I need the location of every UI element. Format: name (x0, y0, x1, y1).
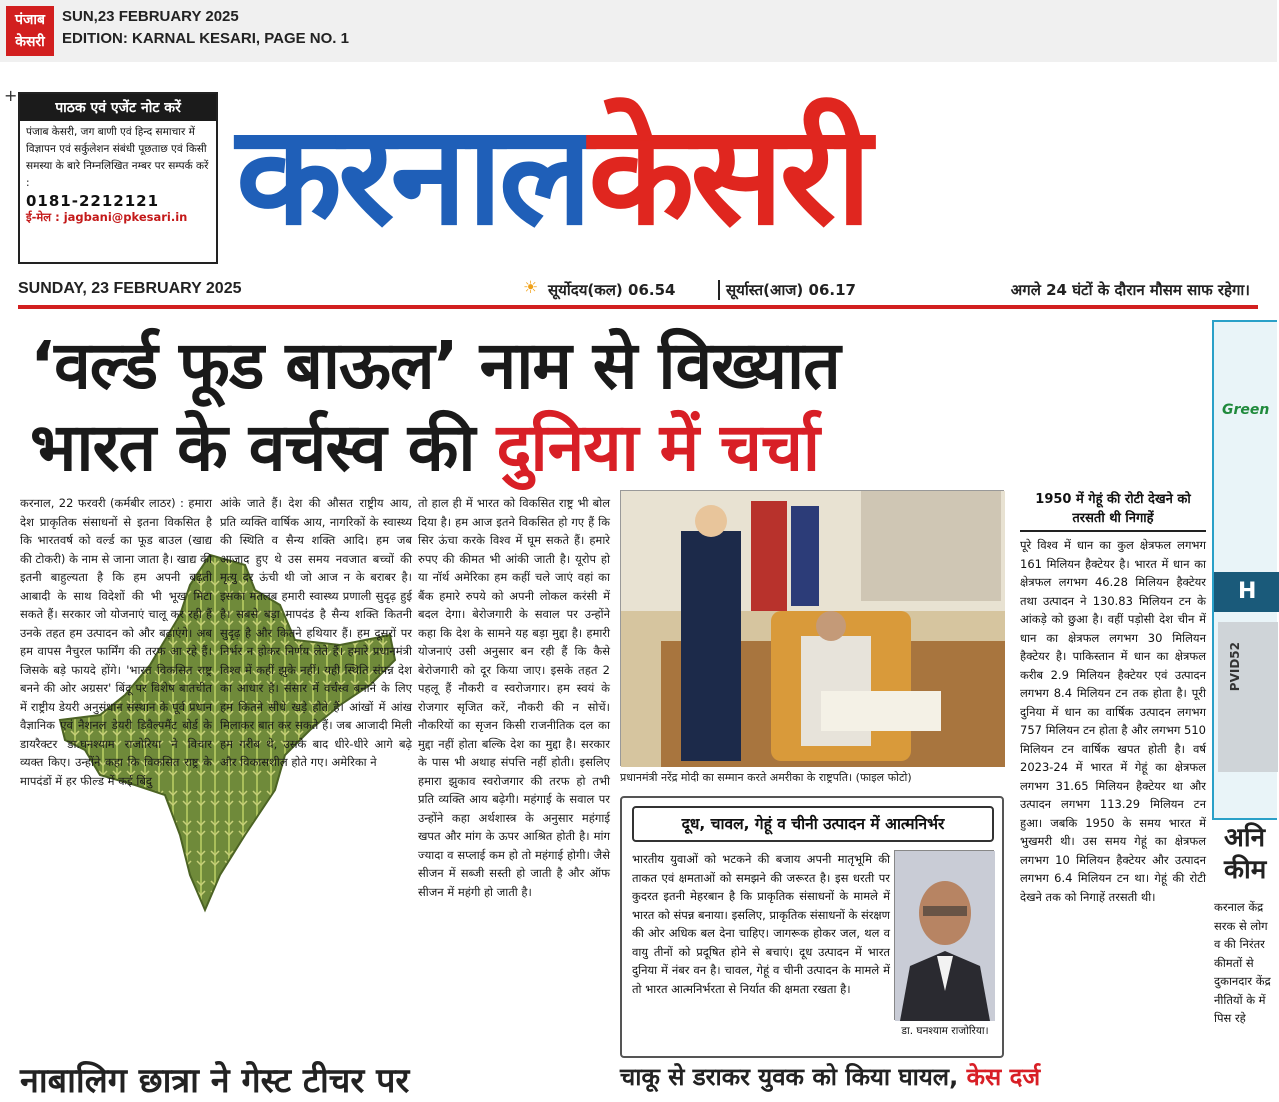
notice-email[interactable]: jagbani@pkesari.in (63, 210, 188, 224)
portrait-illustration (895, 851, 995, 1021)
bottom-right-red: केस दर्ज (966, 1063, 1041, 1091)
sidebox-heading: 1950 में गेहूं की रोटी देखने को तरसती थी निगाहें (1020, 490, 1206, 532)
side-heading-line-1: अनि (1224, 823, 1266, 853)
logo-line-2: केसरी (15, 34, 45, 50)
headline-line-1: ‘वर्ल्ड फूड बाऊल’ नाम से विख्यात (30, 327, 840, 404)
crop-mark-icon: + (4, 86, 18, 105)
side-story-heading (1224, 822, 1266, 886)
self-reliance-box (620, 796, 1004, 1058)
sunrise-time: सूर्योदय(कल) 06.54 (548, 281, 676, 299)
article-col1-text: करनाल, 22 फरवरी (कर्मबीर लाठर) : हमारा देश प्राकृतिक संसाधनों से इतना विकसित है कि भारतवर्ष को वर्ल्ड का फूड बाउल (खाद्य की टोकरी) के नाम से जाना जाता है। खाद्य की इतनी बाहुल्यता है कि हम अपनी बढ़ती आबादी के साथ विदेशों की भी भूख मिटा सकते हैं। सरकार जो योजनाएं चालू कर रही हैं उनके तहत हम उत्पादन को और बढ़ाएंगे। अब हम वापस नैचुरल फार्मिंग की तरफ आ रहे हैं। जिसके बड़े फायदे होंगे। 'भारत विकसित राष्ट्र बनने की ओर अग्रसर' बिंदू पर विशेष बातचीत में राष्ट्रीय डेयरी अनुसंधान संस्थान के पूर्व प्रधान वैज्ञानिक एवं नैशनल डेयरी डिवैल्पमैंट बोर्ड के डायरैक्टर डा.घनश्याम राजोरिया ने विचार व्यक्त किए। उन्होंने कहा कि विकसित राष्ट्र के मापदंडों में हर फील्ड में कई बिंदु (20, 496, 212, 788)
photo-caption: प्रधानमंत्री नरेंद्र मोदी का सम्मान करते अमरीका के राष्ट्रपति। (फाइल फोटो) (620, 771, 912, 784)
ad-machine-image (1218, 622, 1278, 772)
wheat-1950-box (1020, 490, 1206, 1050)
headline-line-2 (30, 400, 1210, 490)
weather-forecast: अगले 24 घंटों के दौरान मौसम साफ रहेगा। (1010, 281, 1250, 299)
article-col2-text: आंके जाते हैं। देश की औसत राष्ट्रीय आय, प्रति व्यक्ति वार्षिक आय, नागरिकों के स्वास्थ्य की स्थिति व सैन्य शक्ति आदि। हम जब आजाद हुए थे उस समय नवजात बच्चों की मृत्यु दर ऊंची थी जो आज न के बराबर है। इसका मतलब हमारी स्वास्थ्य प्रणाली सुदृढ़ हुई है। सबसे बड़ा मापदंड है सैन्य शक्ति कितनी सुदृढ़ है और कितने हथियार हैं। हम दूसरों पर निर्भर न होकर निर्णय लेते हैं। हमारे प्रधानमंत्री विश्व में कहीं झुके नहीं। यही स्थिति संपन्न देश का आधार है। संसार में वर्चस्व बनाने के लिए हम कितने सीधे खड़े होते हैं। आंखों में आंख मिलाकर बात कर सकते हैं। जब आजादी मिली हम गरीब थे, उसके बाद धीरे-धीरे आगे बढ़े और विकासशील होते गए। अमेरिका ने (220, 496, 412, 769)
masthead-part-1: करनाल (236, 95, 589, 256)
masthead-title (236, 90, 1276, 262)
article-column-1 (20, 494, 212, 1060)
ad-brand: Green (1222, 402, 1270, 418)
bottom-headline-right (620, 1060, 1040, 1093)
notice-email-line (20, 210, 216, 225)
headline-line-2-black: भारत के वर्चस्व की (30, 409, 475, 486)
notice-email-label: ई-मेल : (26, 210, 60, 224)
photo-illustration (621, 491, 1005, 767)
rajoria-portrait (894, 850, 994, 1020)
punjab-kesari-logo (6, 6, 54, 56)
sun-icon: ☀ (523, 278, 539, 298)
side-story-text: करनाल केंद्र सरक से लोग व की निरंतर कीमतों से दुकानदार केंद्र नीतियों के में पिस रहे (1214, 900, 1271, 1025)
modi-trump-photo (620, 490, 1004, 766)
notice-heading: पाठक एवं एजेंट नोट करें (20, 94, 216, 121)
substory-heading: दूध, चावल, गेहूं व चीनी उत्पादन में आत्मनिर्भर (632, 806, 994, 842)
article-col3-text: तो हाल ही में भारत को विकसित राष्ट्र भी बोल दिया है। हम आज इतने विकसित हो गए हैं कि सिर ऊंचा करके विश्व में घूम सकते हैं। हमारे रुपए की कीमत भी आंकी जाती है। यूरोप हो या नॉर्थ अमेरिका हम कहीं चले जाएं वहां का बैंक हमारे रुपये को अपनी लोकल करंसी में बदल देगा। बेरोजगारी के सवाल पर उन्होंने कहा कि देश के सामने यह बड़ा मुद्दा है। हमारी योजनाएं उसी अनुसार बन रही हैं कि कैसे बेरोजगारी को दूर किया जाए। इसके तहत 2 पहलू हैं नौकरी व स्वरोजगार। हम स्वयं के रोजगार सृजित करें, नौकरी की न सोचें। नौकरियों का सृजन किसी राजनीतिक दल का मुद्दा नहीं होता बल्कि देश का मुद्दा है। सरकार के पास भी अथाह संपत्ति नहीं होती। इसलिए हमारा झुकाव स्वरोजगार की तरफ हो तभी प्रति व्यक्ति आय बढ़ेगी। महंगाई के सवाल पर उन्होंने कहा अर्थशास्त्र के अनुसार महंगाई खपत और मांग के ऊपर आश्रित होती है। मांग ज्यादा व सप्लाई कम हो तो महंगाई होगी। जैसे सीजन में सब्जी सस्ती हो जाती है और ऑफ सीजन में महंगी हो जाती है। (418, 496, 610, 899)
sidebox-body: पूरे विश्व में धान का कुल क्षेत्रफल लगभग 161 मिलियन हैक्टेयर है। भारत में धान का क्षेत्रफल लगभग 46.28 मिलियन हैक्टेयर तथा उत्पादन ने 130.83 मिलियन टन के आंकड़े को छुआ है। वहीं पड़ोसी देश चीन में धान का क्षेत्रफल लगभग 30 मिलियन हैक्टेयर है। पाकिस्तान में धान का क्षेत्रफल करीब 2.9 मिलियन हैक्टेयर एवं उत्पादन लगभग 8.4 मिलियन टन तक होता है। पूरी दुनिया में धान का वार्षिक उत्पादन लगभग 757 मिलियन टन होता है और लगभग 510 मिलियन टन वार्षिक खपत होती है। वर्ष 2023-24 में भारत में गेहूं का क्षेत्रफल लगभग 31.65 मिलियन हैक्टेयर था और उत्पादन लगभग 113.29 मिलियन टन हुआ। जबकि 1950 के समय भारत में भुखमरी थी। उस समय गेहूं का क्षेत्रफल लगभग 10 मिलियन हैक्टेयर और उत्पादन लगभग 6.4 मिलियन टन था। गेहूं की रोटी देखने तक को निगाहें तरसती थी। (1020, 538, 1206, 904)
masthead-date: SUNDAY, 23 FEBRUARY 2025 (18, 280, 242, 297)
edition-bar (0, 0, 1277, 62)
bottom-headline-left: नाबालिग छात्रा ने गेस्ट टीचर पर (20, 1061, 410, 1101)
notice-phone: 0181-2212121 (26, 192, 160, 210)
headline-line-2-red: दुनिया में चर्चा (496, 409, 819, 486)
portrait-caption: डा. घनश्याम राजोरिया। (901, 1025, 989, 1037)
edition-info: EDITION: KARNAL KESARI, PAGE NO. 1 (62, 30, 349, 47)
bottom-right-black: चाकू से डराकर युवक को किया घायल, (620, 1063, 959, 1091)
sunset-time: सूर्यास्त(आज) 06.17 (718, 280, 856, 300)
logo-line-1: पंजाब (15, 12, 45, 28)
ad-model: PVID52 (1228, 642, 1242, 692)
substory-text: भारतीय युवाओं को भटकने की बजाय अपनी मातृभूमि की ताकत एवं क्षमताओं को समझने की जरूरत है। इस धरती पर कुदरत इतनी मेहरबान है कि प्राकृतिक संसाधनों के मामले में भारत को संपन्न बनाया। इसलिए, प्राकृतिक संसाधनों के संरक्षण की ओर अधिक बल देना चाहिए। जागरूक होकर जल, थल व वायु तीनों को प्रदूषित होने से बचाएं। दूध उत्पादन में भारत दुनिया में नंबर वन है। चावल, गेहूं व चीनी उत्पादन के मामले में तो भारत आत्मनिर्भरता से निर्यात की क्षमता रखता है। (632, 852, 890, 996)
article-column-2 (220, 494, 412, 1060)
article-column-3 (418, 494, 610, 1060)
masthead-part-2: केसरी (588, 95, 868, 256)
notice-body: पंजाब केसरी, जग बाणी एवं हिन्द समाचार में विज्ञापन एवं सर्कुलेशन संबंधी पूछताछ एवं किसी समस्या के बारे निम्नलिखित नम्बर पर सम्पर्क करें : (26, 126, 209, 189)
masthead-divider (18, 305, 1258, 309)
dateline (18, 280, 1258, 302)
reader-notice-box (18, 92, 218, 264)
advertisement[interactable] (1212, 320, 1277, 820)
ad-strip: H (1214, 572, 1279, 612)
side-heading-line-2: कीम (1224, 855, 1267, 885)
edition-date: SUN,23 FEBRUARY 2025 (62, 8, 239, 25)
